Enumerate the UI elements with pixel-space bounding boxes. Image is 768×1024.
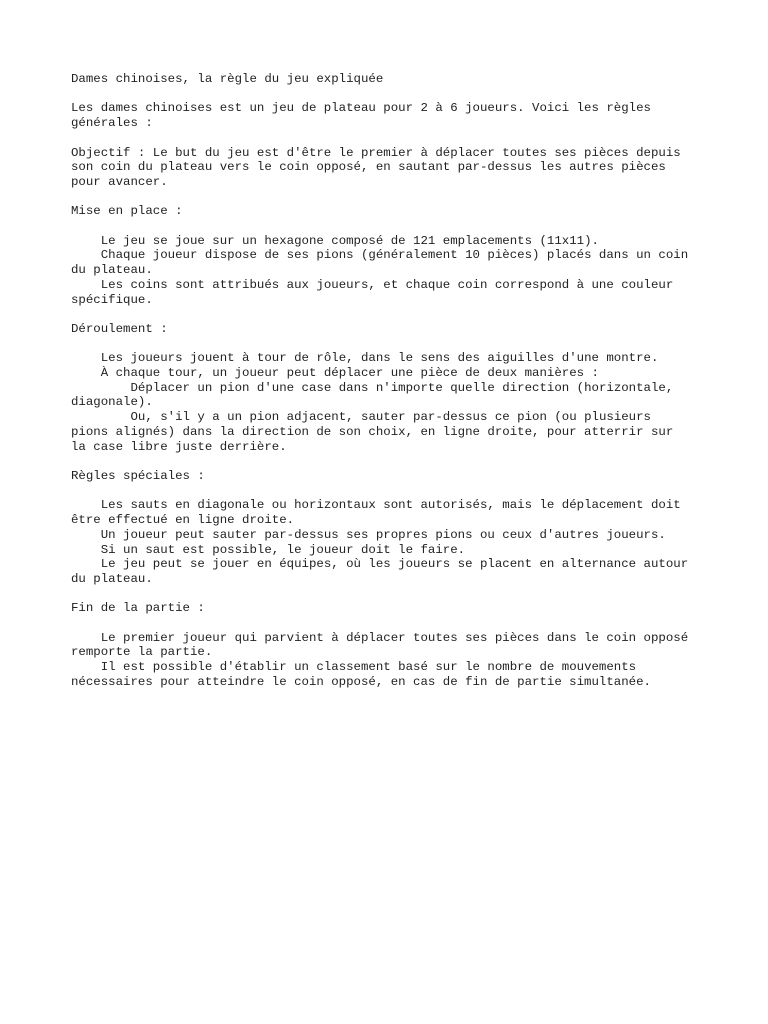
document-page — [71, 72, 711, 690]
setup-item: Les coins sont attribués aux joueurs, et chaque coin correspond à une couleur spécifique. — [71, 277, 674, 307]
setup-item: Le jeu se joue sur un hexagone composé de 121 emplacements (11x11). — [71, 233, 599, 248]
setup-item: Chaque joueur dispose de ses pions (généralement 10 pièces) placés dans un coin du plateau. — [71, 248, 689, 278]
document-title: Dames chinoises, la règle du jeu expliquée — [71, 72, 384, 86]
intro-paragraph: Les dames chinoises est un jeu de plateau pour 2 à 6 joueurs. Voici les règles générales : — [71, 101, 651, 131]
special-rules-item: Les sauts en diagonale ou horizontaux sont autorisés, mais le déplacement doit être effectué en ligne droite. — [71, 498, 681, 528]
play-item: À chaque tour, un joueur peut déplacer une pièce de deux manières : — [71, 366, 599, 381]
play-item: Les joueurs jouent à tour de rôle, dans le sens des aiguilles d'une montre. — [71, 351, 659, 366]
objective-paragraph: Objectif : Le but du jeu est d'être le premier à déplacer toutes ses pièces depuis son coin du plateau vers le coin opposé, en sautant par-dessus les autres pièces pour avancer. — [71, 145, 681, 189]
end-heading: Fin de la partie : — [71, 601, 205, 616]
special-rules-item: Un joueur peut sauter par-dessus ses propres pions ou ceux d'autres joueurs. — [71, 527, 666, 542]
end-item: Le premier joueur qui parvient à déplacer toutes ses pièces dans le coin opposé remporte la partie. — [71, 630, 689, 660]
play-subitem: Ou, s'il y a un pion adjacent, sauter par-dessus ce pion (ou plusieurs pions alignés) dans la direction de son choix, en ligne droite, pour atterrir sur la case libre juste derrière. — [71, 410, 674, 454]
special-rules-heading: Règles spéciales : — [71, 468, 205, 483]
play-heading: Déroulement : — [71, 321, 168, 336]
setup-heading: Mise en place : — [71, 204, 183, 219]
special-rules-item: Le jeu peut se jouer en équipes, où les joueurs se placent en alternance autour du plateau. — [71, 557, 689, 586]
special-rules-item: Si un saut est possible, le joueur doit le faire. — [71, 542, 466, 557]
end-item: Il est possible d'établir un classement basé sur le nombre de mouvements nécessaires pour atteindre le coin opposé, en cas de fin de partie simultanée. — [71, 660, 651, 689]
play-subitem: Déplacer un pion d'une case dans n'importe quelle direction (horizontale, diagonale). — [71, 380, 674, 410]
